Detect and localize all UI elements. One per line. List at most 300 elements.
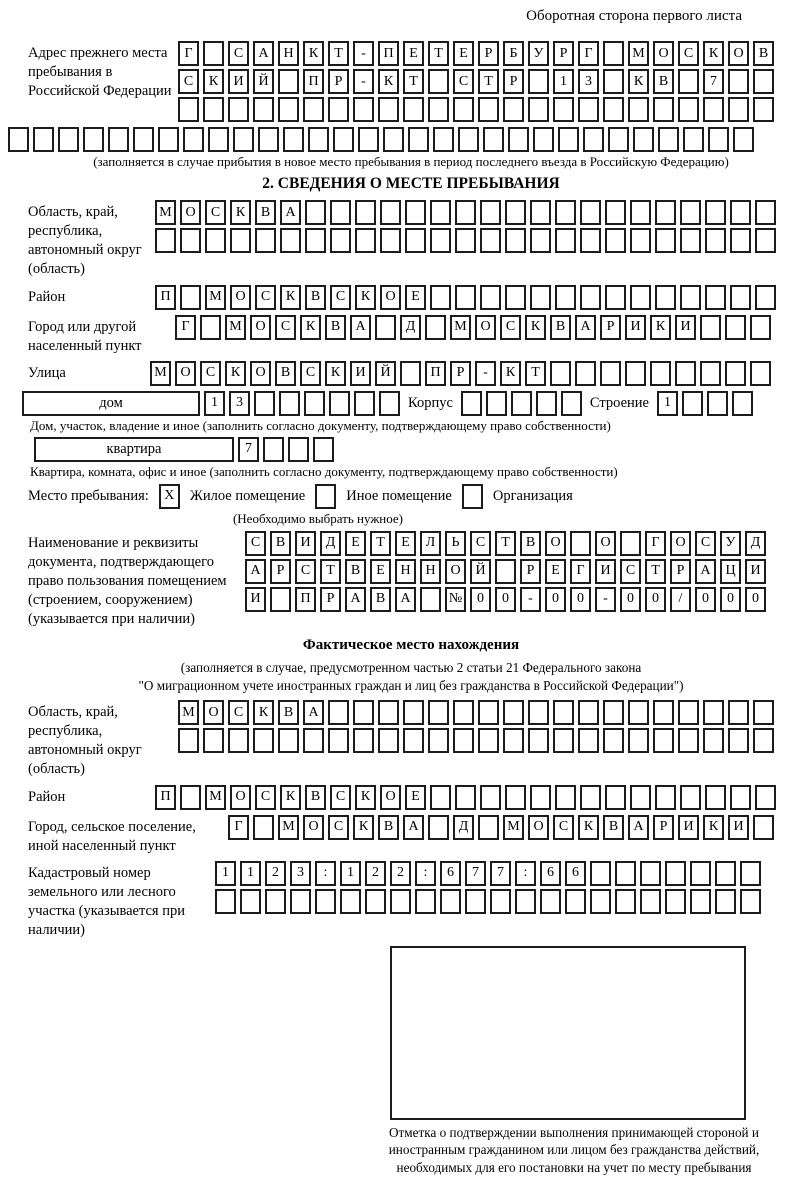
char-box[interactable]	[730, 785, 751, 810]
char-box[interactable]	[528, 97, 549, 122]
char-box[interactable]	[178, 97, 199, 122]
char-box[interactable]: И	[675, 315, 696, 340]
char-box[interactable]	[228, 97, 249, 122]
char-box[interactable]: В	[345, 559, 366, 584]
char-box[interactable]	[530, 228, 551, 253]
char-box[interactable]	[255, 228, 276, 253]
char-box[interactable]: 7	[490, 861, 511, 886]
char-box[interactable]	[155, 228, 176, 253]
char-box[interactable]: 0	[470, 587, 491, 612]
char-box[interactable]	[650, 361, 671, 386]
char-box[interactable]	[640, 889, 661, 914]
char-box[interactable]: Й	[470, 559, 491, 584]
char-box[interactable]	[430, 228, 451, 253]
char-box[interactable]	[495, 559, 516, 584]
char-box[interactable]: К	[703, 815, 724, 840]
char-box[interactable]	[578, 700, 599, 725]
char-box[interactable]	[533, 127, 554, 152]
char-box[interactable]	[708, 127, 729, 152]
char-box[interactable]	[430, 785, 451, 810]
char-box[interactable]	[283, 127, 304, 152]
char-box[interactable]: :	[415, 861, 436, 886]
char-box[interactable]	[233, 127, 254, 152]
char-box[interactable]: О	[250, 315, 271, 340]
char-box[interactable]	[480, 228, 501, 253]
char-box[interactable]	[705, 285, 726, 310]
char-box[interactable]	[303, 728, 324, 753]
char-box[interactable]: В	[378, 815, 399, 840]
char-box[interactable]: А	[695, 559, 716, 584]
char-box[interactable]: Л	[420, 531, 441, 556]
char-box[interactable]: 0	[495, 587, 516, 612]
char-box[interactable]	[458, 127, 479, 152]
char-box[interactable]: -	[475, 361, 496, 386]
char-box[interactable]	[730, 285, 751, 310]
char-box[interactable]: С	[295, 559, 316, 584]
char-box[interactable]	[640, 861, 661, 886]
char-box[interactable]	[675, 361, 696, 386]
char-box[interactable]	[555, 285, 576, 310]
char-box[interactable]	[553, 97, 574, 122]
char-box[interactable]: Р	[450, 361, 471, 386]
char-box[interactable]	[378, 700, 399, 725]
char-box[interactable]: 2	[265, 861, 286, 886]
char-box[interactable]	[755, 785, 776, 810]
char-box[interactable]: М	[450, 315, 471, 340]
char-box[interactable]	[565, 889, 586, 914]
char-box[interactable]: 1	[240, 861, 261, 886]
char-box[interactable]	[555, 785, 576, 810]
char-box[interactable]	[683, 127, 704, 152]
char-box[interactable]	[580, 200, 601, 225]
char-box[interactable]	[750, 315, 771, 340]
char-box[interactable]	[353, 728, 374, 753]
char-box[interactable]: Р	[553, 41, 574, 66]
char-box[interactable]: В	[753, 41, 774, 66]
char-box[interactable]	[303, 97, 324, 122]
char-box[interactable]: К	[355, 785, 376, 810]
char-box[interactable]	[655, 228, 676, 253]
char-box[interactable]	[555, 200, 576, 225]
char-box[interactable]: В	[550, 315, 571, 340]
char-box[interactable]	[433, 127, 454, 152]
char-box[interactable]: А	[253, 41, 274, 66]
char-box[interactable]	[690, 861, 711, 886]
char-box[interactable]	[578, 97, 599, 122]
char-box[interactable]: Е	[545, 559, 566, 584]
char-box[interactable]	[605, 285, 626, 310]
char-box[interactable]: 0	[695, 587, 716, 612]
char-box[interactable]	[240, 889, 261, 914]
char-box[interactable]: И	[595, 559, 616, 584]
char-box[interactable]	[605, 785, 626, 810]
char-box[interactable]	[536, 391, 557, 416]
char-box[interactable]	[340, 889, 361, 914]
char-box[interactable]: 6	[440, 861, 461, 886]
char-box[interactable]	[682, 391, 703, 416]
char-box[interactable]	[755, 285, 776, 310]
char-box[interactable]	[428, 700, 449, 725]
char-box[interactable]	[453, 97, 474, 122]
char-box[interactable]: Г	[228, 815, 249, 840]
char-box[interactable]: О	[445, 559, 466, 584]
char-box[interactable]	[753, 97, 774, 122]
char-box[interactable]: С	[620, 559, 641, 584]
char-box[interactable]	[615, 889, 636, 914]
char-box[interactable]: Г	[178, 41, 199, 66]
char-box[interactable]: С	[500, 315, 521, 340]
char-box[interactable]: О	[303, 815, 324, 840]
char-box[interactable]	[355, 228, 376, 253]
char-box[interactable]	[353, 700, 374, 725]
char-box[interactable]: И	[350, 361, 371, 386]
char-box[interactable]	[258, 127, 279, 152]
char-box[interactable]: П	[425, 361, 446, 386]
char-box[interactable]: С	[255, 785, 276, 810]
checkbox-organization[interactable]	[462, 484, 483, 509]
char-box[interactable]: Ц	[720, 559, 741, 584]
char-box[interactable]	[665, 889, 686, 914]
char-box[interactable]	[725, 361, 746, 386]
char-box[interactable]	[278, 69, 299, 94]
char-box[interactable]	[290, 889, 311, 914]
apartment-type-cell[interactable]: квартира	[34, 437, 234, 462]
char-box[interactable]: Е	[403, 41, 424, 66]
char-box[interactable]: Д	[453, 815, 474, 840]
char-box[interactable]	[415, 889, 436, 914]
char-box[interactable]	[265, 889, 286, 914]
char-box[interactable]	[108, 127, 129, 152]
char-box[interactable]	[580, 785, 601, 810]
char-box[interactable]	[253, 815, 274, 840]
char-box[interactable]	[730, 200, 751, 225]
char-box[interactable]: Т	[428, 41, 449, 66]
char-box[interactable]	[430, 285, 451, 310]
char-box[interactable]	[405, 228, 426, 253]
char-box[interactable]: С	[300, 361, 321, 386]
char-box[interactable]	[329, 391, 350, 416]
char-box[interactable]	[628, 700, 649, 725]
char-box[interactable]	[365, 889, 386, 914]
char-box[interactable]: П	[155, 785, 176, 810]
char-box[interactable]: М	[205, 285, 226, 310]
char-box[interactable]: 6	[540, 861, 561, 886]
char-box[interactable]	[228, 728, 249, 753]
char-box[interactable]	[555, 228, 576, 253]
char-box[interactable]	[728, 700, 749, 725]
char-box[interactable]: Е	[370, 559, 391, 584]
char-box[interactable]: А	[350, 315, 371, 340]
char-box[interactable]: Р	[328, 69, 349, 94]
char-box[interactable]: Т	[370, 531, 391, 556]
char-box[interactable]: И	[745, 559, 766, 584]
char-box[interactable]: 2	[390, 861, 411, 886]
char-box[interactable]	[280, 228, 301, 253]
char-box[interactable]: 7	[465, 861, 486, 886]
char-box[interactable]	[511, 391, 532, 416]
char-box[interactable]	[703, 97, 724, 122]
char-box[interactable]	[728, 69, 749, 94]
char-box[interactable]: В	[278, 700, 299, 725]
char-box[interactable]: И	[295, 531, 316, 556]
char-box[interactable]: Р	[653, 815, 674, 840]
char-box[interactable]: 0	[570, 587, 591, 612]
char-box[interactable]	[263, 437, 284, 462]
char-box[interactable]: И	[678, 815, 699, 840]
char-box[interactable]	[380, 200, 401, 225]
char-box[interactable]	[203, 41, 224, 66]
char-box[interactable]: П	[295, 587, 316, 612]
char-box[interactable]	[205, 228, 226, 253]
char-box[interactable]: 0	[545, 587, 566, 612]
char-box[interactable]	[328, 97, 349, 122]
char-box[interactable]	[505, 200, 526, 225]
char-box[interactable]	[755, 228, 776, 253]
char-box[interactable]	[203, 97, 224, 122]
char-box[interactable]: К	[650, 315, 671, 340]
char-box[interactable]	[678, 700, 699, 725]
char-box[interactable]	[678, 97, 699, 122]
char-box[interactable]	[678, 728, 699, 753]
char-box[interactable]: Р	[320, 587, 341, 612]
char-box[interactable]: С	[470, 531, 491, 556]
char-box[interactable]	[700, 361, 721, 386]
char-box[interactable]	[503, 700, 524, 725]
char-box[interactable]	[715, 889, 736, 914]
char-box[interactable]: Г	[570, 559, 591, 584]
char-box[interactable]: А	[395, 587, 416, 612]
char-box[interactable]: С	[245, 531, 266, 556]
char-box[interactable]: С	[695, 531, 716, 556]
char-box[interactable]	[725, 315, 746, 340]
char-box[interactable]	[705, 228, 726, 253]
char-box[interactable]	[425, 315, 446, 340]
char-box[interactable]: Т	[495, 531, 516, 556]
char-box[interactable]: 2	[365, 861, 386, 886]
char-box[interactable]: 3	[578, 69, 599, 94]
char-box[interactable]	[628, 728, 649, 753]
char-box[interactable]: А	[403, 815, 424, 840]
char-box[interactable]: К	[703, 41, 724, 66]
char-box[interactable]	[353, 97, 374, 122]
char-box[interactable]: Р	[600, 315, 621, 340]
char-box[interactable]: О	[180, 200, 201, 225]
char-box[interactable]: С	[328, 815, 349, 840]
char-box[interactable]	[628, 97, 649, 122]
char-box[interactable]: О	[250, 361, 271, 386]
char-box[interactable]	[328, 700, 349, 725]
char-box[interactable]	[515, 889, 536, 914]
char-box[interactable]	[440, 889, 461, 914]
char-box[interactable]	[508, 127, 529, 152]
char-box[interactable]: Т	[320, 559, 341, 584]
char-box[interactable]: И	[228, 69, 249, 94]
char-box[interactable]	[403, 700, 424, 725]
char-box[interactable]: О	[528, 815, 549, 840]
char-box[interactable]	[378, 728, 399, 753]
char-box[interactable]	[680, 228, 701, 253]
char-box[interactable]	[428, 69, 449, 94]
char-box[interactable]: С	[178, 69, 199, 94]
char-box[interactable]	[630, 285, 651, 310]
char-box[interactable]	[580, 228, 601, 253]
char-box[interactable]: 0	[745, 587, 766, 612]
char-box[interactable]: Е	[453, 41, 474, 66]
char-box[interactable]	[313, 437, 334, 462]
char-box[interactable]: С	[330, 285, 351, 310]
char-box[interactable]	[390, 889, 411, 914]
char-box[interactable]	[590, 889, 611, 914]
char-box[interactable]	[608, 127, 629, 152]
char-box[interactable]	[215, 889, 236, 914]
char-box[interactable]	[478, 815, 499, 840]
char-box[interactable]	[430, 200, 451, 225]
char-box[interactable]: Н	[278, 41, 299, 66]
char-box[interactable]	[183, 127, 204, 152]
char-box[interactable]	[655, 785, 676, 810]
char-box[interactable]: А	[245, 559, 266, 584]
char-box[interactable]: М	[178, 700, 199, 725]
char-box[interactable]: 0	[645, 587, 666, 612]
char-box[interactable]: Е	[405, 285, 426, 310]
char-box[interactable]	[420, 587, 441, 612]
char-box[interactable]: И	[625, 315, 646, 340]
char-box[interactable]: 1	[340, 861, 361, 886]
char-box[interactable]	[403, 97, 424, 122]
char-box[interactable]: Р	[670, 559, 691, 584]
char-box[interactable]: И	[245, 587, 266, 612]
char-box[interactable]	[253, 97, 274, 122]
char-box[interactable]	[330, 228, 351, 253]
char-box[interactable]: В	[325, 315, 346, 340]
char-box[interactable]	[355, 200, 376, 225]
char-box[interactable]: -	[520, 587, 541, 612]
char-box[interactable]: Ь	[445, 531, 466, 556]
char-box[interactable]	[8, 127, 29, 152]
char-box[interactable]: 1	[657, 391, 678, 416]
char-box[interactable]	[530, 285, 551, 310]
char-box[interactable]: Т	[525, 361, 546, 386]
char-box[interactable]	[405, 200, 426, 225]
char-box[interactable]	[270, 587, 291, 612]
char-box[interactable]: В	[255, 200, 276, 225]
char-box[interactable]: О	[595, 531, 616, 556]
char-box[interactable]	[478, 700, 499, 725]
char-box[interactable]	[400, 361, 421, 386]
char-box[interactable]	[633, 127, 654, 152]
char-box[interactable]	[428, 97, 449, 122]
char-box[interactable]	[732, 391, 753, 416]
char-box[interactable]: 3	[290, 861, 311, 886]
char-box[interactable]: О	[475, 315, 496, 340]
char-box[interactable]: Т	[328, 41, 349, 66]
char-box[interactable]	[680, 285, 701, 310]
char-box[interactable]	[528, 69, 549, 94]
char-box[interactable]: О	[545, 531, 566, 556]
checkbox-other-premises[interactable]	[315, 484, 336, 509]
char-box[interactable]: К	[300, 315, 321, 340]
char-box[interactable]	[550, 361, 571, 386]
char-box[interactable]: -	[353, 41, 374, 66]
char-box[interactable]: /	[670, 587, 691, 612]
char-box[interactable]: К	[230, 200, 251, 225]
char-box[interactable]: У	[720, 531, 741, 556]
char-box[interactable]: К	[355, 285, 376, 310]
char-box[interactable]: Р	[520, 559, 541, 584]
char-box[interactable]	[254, 391, 275, 416]
char-box[interactable]	[558, 127, 579, 152]
char-box[interactable]: С	[200, 361, 221, 386]
char-box[interactable]	[288, 437, 309, 462]
char-box[interactable]	[575, 361, 596, 386]
char-box[interactable]: А	[575, 315, 596, 340]
char-box[interactable]: В	[370, 587, 391, 612]
char-box[interactable]	[200, 315, 221, 340]
char-box[interactable]	[680, 785, 701, 810]
char-box[interactable]	[753, 815, 774, 840]
char-box[interactable]: №	[445, 587, 466, 612]
char-box[interactable]	[730, 228, 751, 253]
char-box[interactable]	[133, 127, 154, 152]
char-box[interactable]	[678, 69, 699, 94]
char-box[interactable]	[308, 127, 329, 152]
house-type-cell[interactable]: дом	[22, 391, 200, 416]
char-box[interactable]	[665, 861, 686, 886]
char-box[interactable]	[553, 700, 574, 725]
char-box[interactable]	[625, 361, 646, 386]
char-box[interactable]: 6	[565, 861, 586, 886]
char-box[interactable]	[378, 97, 399, 122]
char-box[interactable]	[83, 127, 104, 152]
char-box[interactable]	[690, 889, 711, 914]
char-box[interactable]: Т	[478, 69, 499, 94]
char-box[interactable]: О	[203, 700, 224, 725]
char-box[interactable]: О	[230, 285, 251, 310]
char-box[interactable]: М	[155, 200, 176, 225]
char-box[interactable]	[305, 200, 326, 225]
char-box[interactable]	[503, 97, 524, 122]
char-box[interactable]	[208, 127, 229, 152]
char-box[interactable]	[753, 728, 774, 753]
char-box[interactable]	[615, 861, 636, 886]
char-box[interactable]: Р	[478, 41, 499, 66]
char-box[interactable]	[455, 228, 476, 253]
char-box[interactable]	[740, 861, 761, 886]
char-box[interactable]	[305, 228, 326, 253]
char-box[interactable]	[715, 861, 736, 886]
char-box[interactable]	[486, 391, 507, 416]
char-box[interactable]	[540, 889, 561, 914]
char-box[interactable]	[750, 361, 771, 386]
char-box[interactable]: 0	[620, 587, 641, 612]
char-box[interactable]: А	[303, 700, 324, 725]
char-box[interactable]	[700, 315, 721, 340]
char-box[interactable]	[253, 728, 274, 753]
char-box[interactable]: В	[653, 69, 674, 94]
char-box[interactable]: Т	[403, 69, 424, 94]
char-box[interactable]	[630, 785, 651, 810]
char-box[interactable]: Е	[405, 785, 426, 810]
char-box[interactable]: И	[728, 815, 749, 840]
char-box[interactable]	[403, 728, 424, 753]
char-box[interactable]	[728, 728, 749, 753]
char-box[interactable]: 0	[720, 587, 741, 612]
char-box[interactable]: В	[270, 531, 291, 556]
char-box[interactable]: К	[628, 69, 649, 94]
char-box[interactable]: П	[155, 285, 176, 310]
char-box[interactable]: К	[378, 69, 399, 94]
char-box[interactable]: 7	[703, 69, 724, 94]
